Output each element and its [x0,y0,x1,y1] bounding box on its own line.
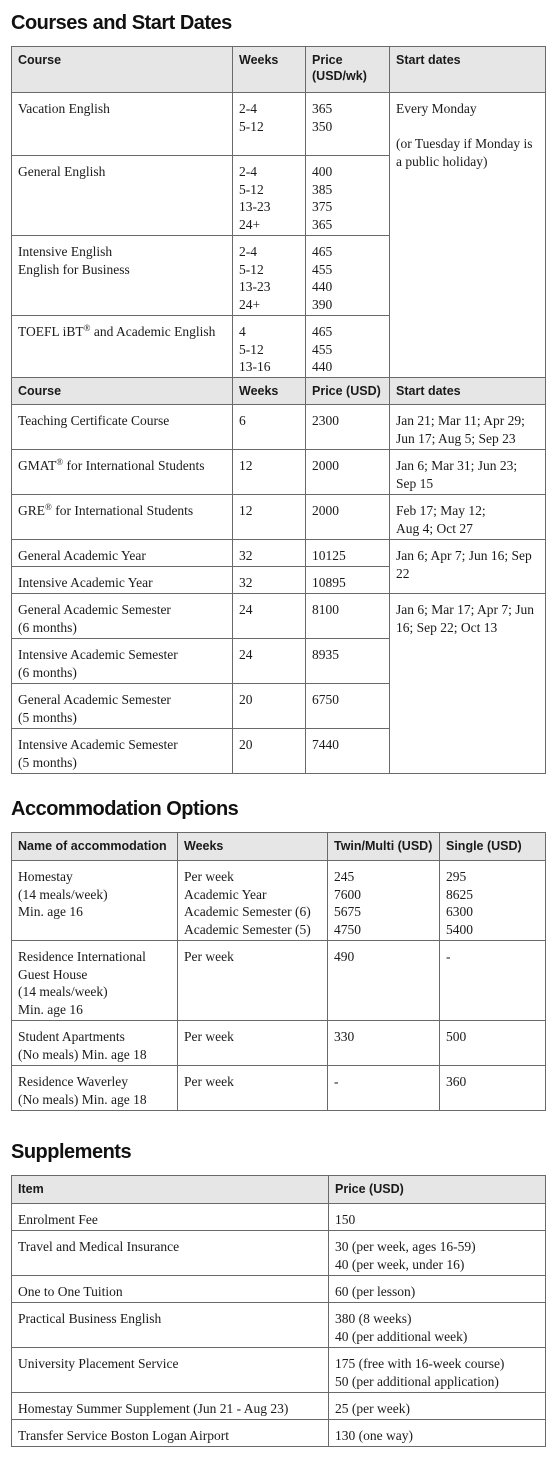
header-price: Price (USD) [306,378,390,405]
header-price: Price (USD) [329,1176,546,1204]
course-weeks: 2-4 5-12 [233,93,306,156]
accommodation-name: Homestay (14 meals/week) Min. age 16 [12,861,178,941]
programs-header-row [12,378,546,405]
course-price: 2000 [306,495,390,540]
supplement-price: 60 (per lesson) [329,1276,546,1303]
course-name: Intensive Academic Semester (6 months) [12,639,233,684]
course-price: 8100 [306,594,390,639]
course-name: General Academic Semester (6 months) [12,594,233,639]
course-price: 10125 [306,540,390,567]
course-name: Intensive Academic Year [12,567,233,594]
supplement-price: 25 (per week) [329,1393,546,1420]
accommodation-weeks: Per week [178,1021,328,1066]
course-price: 365 350 [306,93,390,156]
table-row [12,1021,546,1066]
course-weeks: 24 [233,594,306,639]
accommodation-twin-price: 245 7600 5675 4750 [328,861,440,941]
accommodation-single-price: 360 [440,1066,546,1111]
accommodation-name: Residence Waverley (No meals) Min. age 18 [12,1066,178,1111]
table-row [12,941,546,1021]
accommodation-name: Residence International Guest House (14 meals/week) Min. age 16 [12,941,178,1021]
header-weeks: Weeks [233,47,306,93]
course-price: 465 455 440 390 [306,236,390,316]
header-course: Course [12,378,233,405]
supplement-item: Practical Business English [12,1303,329,1348]
course-name: Vacation English [12,93,233,156]
table-row [12,1303,546,1348]
accommodation-title: Accommodation Options [11,798,239,820]
course-weeks: 4 5-12 13-16 [233,316,306,378]
accommodation-header-row [12,833,546,861]
supplement-item: Homestay Summer Supplement (Jun 21 - Aug 23) [12,1393,329,1420]
supplements-table [11,1175,546,1447]
course-name: Teaching Certificate Course [12,405,233,450]
header-weeks: Weeks [178,833,328,861]
table-row [12,1066,546,1111]
course-price: 2300 [306,405,390,450]
header-single: Single (USD) [440,833,546,861]
course-weeks: 12 [233,495,306,540]
courses-header-row [12,47,546,93]
course-start-dates: Jan 6; Mar 31; Jun 23; Sep 15 [390,450,546,495]
course-price: 6750 [306,684,390,729]
supplements-header-row [12,1176,546,1204]
header-weeks: Weeks [233,378,306,405]
table-row [12,495,546,540]
year-start-dates: Jan 6; Apr 7; Jun 16; Sep 22 [390,540,546,594]
accommodation-twin-price: 330 [328,1021,440,1066]
course-price: 465 455 440 [306,316,390,378]
course-weeks: 2-4 5-12 13-23 24+ [233,156,306,236]
table-row [12,93,546,156]
course-name: General English [12,156,233,236]
table-row [12,1393,546,1420]
courses-title: Courses and Start Dates [11,12,232,34]
course-weeks: 32 [233,567,306,594]
course-name: Intensive English English for Business [12,236,233,316]
semester-start-dates: Jan 6; Mar 17; Apr 7; Jun 16; Sep 22; Oct 13 [390,594,546,774]
language-start-dates: Every Monday (or Tuesday if Monday is a public holiday) [390,93,546,378]
course-name: TOEFL iBT® and Academic English [12,316,233,378]
supplement-price: 30 (per week, ages 16-59) 40 (per week, under 16) [329,1231,546,1276]
table-row [12,1420,546,1447]
accommodation-single-price: - [440,941,546,1021]
header-course: Course [12,47,233,93]
table-row [12,450,546,495]
table-row [12,1276,546,1303]
course-weeks: 6 [233,405,306,450]
course-start-dates: Jan 21; Mar 11; Apr 29; Jun 17; Aug 5; Sep 23 [390,405,546,450]
supplements-title: Supplements [11,1141,132,1163]
supplement-price: 130 (one way) [329,1420,546,1447]
accommodation-table [11,832,546,1111]
header-start-dates: Start dates [390,47,546,93]
supplement-price: 150 [329,1204,546,1231]
table-row [12,861,546,941]
supplement-item: One to One Tuition [12,1276,329,1303]
header-price: Price (USD/wk) [306,47,390,93]
accommodation-weeks: Per week [178,941,328,1021]
supplement-item: Travel and Medical Insurance [12,1231,329,1276]
table-row [12,540,546,567]
course-price: 400 385 375 365 [306,156,390,236]
accommodation-weeks: Per week [178,1066,328,1111]
course-weeks: 2-4 5-12 13-23 24+ [233,236,306,316]
accommodation-name: Student Apartments (No meals) Min. age 18 [12,1021,178,1066]
header-start-dates: Start dates [390,378,546,405]
header-accommodation-name: Name of accommodation [12,833,178,861]
course-weeks: 12 [233,450,306,495]
accommodation-weeks: Per week Academic Year Academic Semester (6) Academic Semester (5) [178,861,328,941]
table-row [12,1231,546,1276]
course-weeks: 32 [233,540,306,567]
header-twin-multi: Twin/Multi (USD) [328,833,440,861]
supplement-item: Transfer Service Boston Logan Airport [12,1420,329,1447]
supplement-item: University Placement Service [12,1348,329,1393]
course-start-dates: Feb 17; May 12; Aug 4; Oct 27 [390,495,546,540]
course-weeks: 24 [233,639,306,684]
course-weeks: 20 [233,729,306,774]
course-price: 2000 [306,450,390,495]
header-item: Item [12,1176,329,1204]
course-name: GMAT® for International Students [12,450,233,495]
accommodation-single-price: 500 [440,1021,546,1066]
course-price: 10895 [306,567,390,594]
course-price: 8935 [306,639,390,684]
course-weeks: 20 [233,684,306,729]
accommodation-twin-price: 490 [328,941,440,1021]
course-name: Intensive Academic Semester (5 months) [12,729,233,774]
course-name: General Academic Semester (5 months) [12,684,233,729]
course-price: 7440 [306,729,390,774]
table-row [12,1204,546,1231]
accommodation-twin-price: - [328,1066,440,1111]
table-row [12,594,546,639]
accommodation-single-price: 295 8625 6300 5400 [440,861,546,941]
supplement-price: 175 (free with 16-week course) 50 (per additional application) [329,1348,546,1393]
courses-table [11,46,546,774]
table-row [12,1348,546,1393]
course-name: GRE® for International Students [12,495,233,540]
course-name: General Academic Year [12,540,233,567]
supplement-item: Enrolment Fee [12,1204,329,1231]
supplement-price: 380 (8 weeks) 40 (per additional week) [329,1303,546,1348]
table-row [12,405,546,450]
